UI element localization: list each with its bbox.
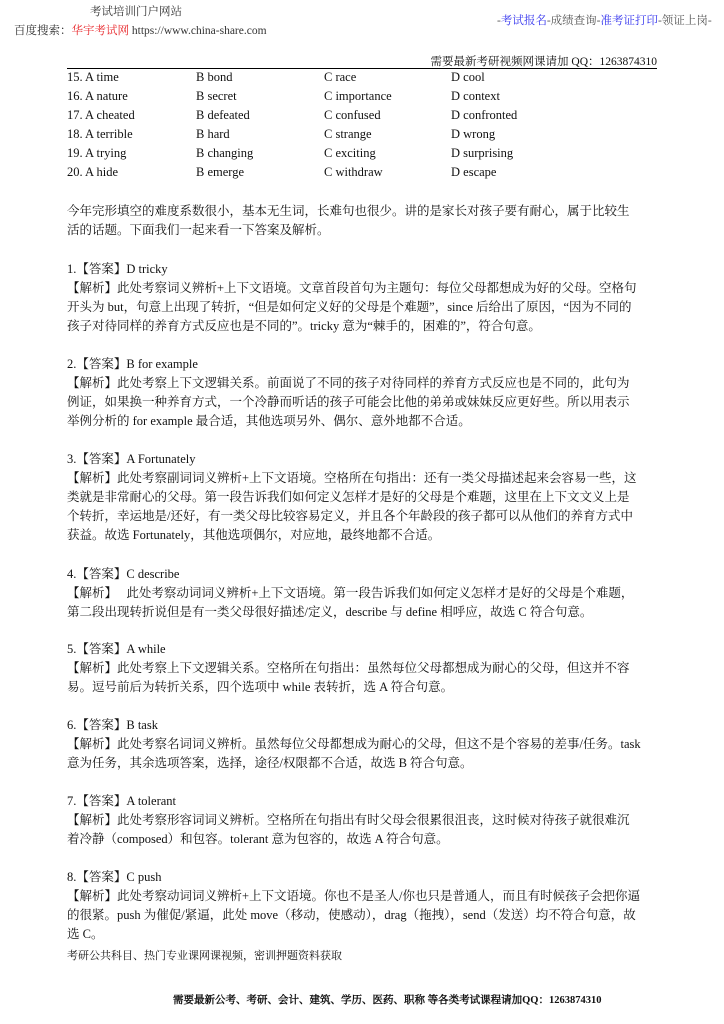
option-cell: C strange <box>324 127 372 141</box>
analysis-line: 个转折，幸运地是/还好，有一类父母比较容易定义，并且各个年龄段的孩子都可以从他们的养育方式中 <box>67 509 633 523</box>
analysis-line: 着冷静（composed）和包容。tolerant 意为包容的，故选 A 符合句意。 <box>67 832 449 846</box>
analysis-line: 【解析】此处考察副词词义辨析+上下文语境。空格所在句指出：还有一类父母描述起来会容易一些，这 <box>67 471 637 485</box>
option-cell: 17. A cheated <box>67 108 135 122</box>
answer-section <box>67 355 667 431</box>
answer-heading: 1.【答案】D tricky <box>67 262 168 276</box>
analysis-line: 【解析】此处考察动词词义辨析+上下文语境。你也不是圣人/你也只是普通人，而且有时候孩子会把你逼 <box>67 889 641 903</box>
option-cell: C race <box>324 70 357 84</box>
header-link[interactable]: 准考证打印 <box>600 15 659 27</box>
answer-heading: 7.【答案】A tolerant <box>67 794 177 808</box>
analysis-line: 易。逗号前后为转折关系，四个选项中 while 表转折，选 A 符合句意。 <box>67 680 454 694</box>
analysis-line: 【解析】此处考察上下文逻辑关系。前面说了不同的孩子对待同样的养育方式反应也是不同的，此句为 <box>67 376 630 390</box>
intro-line: 今年完形填空的难度系数很小，基本无生词，长难句也很少。讲的是家长对孩子要有耐心，属于比较生 <box>67 204 630 218</box>
option-cell: D wrong <box>451 127 496 141</box>
option-cell: C exciting <box>324 146 376 160</box>
answer-section <box>67 260 667 336</box>
qq-note: 需要最新考研视频网课请加 QQ：1263874310 <box>430 56 657 68</box>
option-cell: C importance <box>324 89 392 103</box>
option-cell: B emerge <box>196 165 245 179</box>
option-cell: B bond <box>196 70 233 84</box>
analysis-line: 【解析】此处考察词义辨析+上下文语境。文章首段首句为主题句：每位父母都想成为好的父母。空格句 <box>67 281 637 295</box>
option-cell: B defeated <box>196 108 250 122</box>
option-cell: 15. A time <box>67 70 119 84</box>
site-title: 考试培训门户网站 <box>90 6 182 18</box>
analysis-line: 例证，如果换一种养育方式，一个冷静而听话的孩子可能会比他的弟弟或妹妹反应更好些。所以用表示 <box>67 395 630 409</box>
analysis-line: 【解析】此处考察形容词词义辨析。空格所在句指出有时父母会很累很沮丧，这时候对待孩子就很难沉 <box>67 813 630 827</box>
footer-note: 考研公共科目、热门专业课网课视频，密训押题资料获取 <box>67 950 342 962</box>
search-line <box>14 22 267 38</box>
option-cell: 16. A nature <box>67 89 128 103</box>
option-cell: C confused <box>324 108 381 122</box>
option-cell: B hard <box>196 127 230 141</box>
answer-section <box>67 792 667 849</box>
footer-bottom: 需要最新公考、考研、会计、建筑、学历、医药、职称 等各类考试课程请加QQ：1263874310 <box>173 995 602 1006</box>
answer-section <box>67 716 667 773</box>
brand-link[interactable]: 华宇考试网 <box>71 25 129 37</box>
option-cell: 18. A terrible <box>67 127 133 141</box>
header-link: -领证上岗- <box>658 15 712 27</box>
answer-section <box>67 450 667 545</box>
header-link: - <box>497 15 501 27</box>
analysis-line: 【解析】此处考察名词词义辨析。虽然每位父母都想成为耐心的父母，但这不是个容易的差事/任务。task <box>67 737 641 751</box>
option-cell: B secret <box>196 89 237 103</box>
option-cell: 19. A trying <box>67 146 127 160</box>
answer-section <box>67 868 667 944</box>
option-cell: D escape <box>451 165 497 179</box>
analysis-line: 开头为 but，句意上出现了转折，“但是如何定义好的父母是个难题”，since 后给出了原因，“因为不同的 <box>67 300 632 314</box>
analysis-line: 获益。故选 Fortunately，其他选项偶尔，对应地，最终地都不合适。 <box>67 528 441 542</box>
header-divider <box>67 68 657 69</box>
answer-section <box>67 640 667 697</box>
analysis-line: 选 C。 <box>67 927 104 941</box>
answer-heading: 5.【答案】A while <box>67 642 166 656</box>
analysis-line: 举例分析的 for example 最合适，其他选项另外、偶尔、意外地都不合适。 <box>67 414 471 428</box>
option-cell: D cool <box>451 70 485 84</box>
answer-heading: 2.【答案】B for example <box>67 357 198 371</box>
header-link[interactable]: 考试报名 <box>500 15 547 27</box>
analysis-line: 【解析】 此处考察动词词义辨析+上下文语境。第一段告诉我们如何定义怎样才是好的父母是个难题， <box>67 586 634 600</box>
answer-heading: 8.【答案】C push <box>67 870 162 884</box>
analysis-line: 意为任务，其余选项答案，选择，途径/权限都不合适，故选 B 符合句意。 <box>67 756 473 770</box>
intro-paragraph <box>67 202 667 240</box>
analysis-line: 第二段出现转折说但是有一类父母很好描述/定义，describe 与 define 相呼应，故选 C 符合句意。 <box>67 605 593 619</box>
analysis-line: 孩子对待同样的养育方式反应也是不同的”。tricky 意为“棘手的，困难的”，符合句意。 <box>67 319 541 333</box>
option-cell: C withdraw <box>324 165 383 179</box>
answer-heading: 3.【答案】A Fortunately <box>67 452 196 466</box>
option-cell: 20. A hide <box>67 165 119 179</box>
option-cell: D context <box>451 89 500 103</box>
option-cell: D confronted <box>451 108 518 122</box>
option-cell: B changing <box>196 146 254 160</box>
analysis-line: 【解析】此处考察上下文逻辑关系。空格所在句指出：虽然每位父母都想成为耐心的父母，但这并不容 <box>67 661 630 675</box>
site-url[interactable]: https://www.china-share.com <box>131 25 267 37</box>
header-link: -成绩查询- <box>546 15 601 27</box>
answer-heading: 6.【答案】B task <box>67 718 158 732</box>
intro-line: 活的话题。下面我们一起来看一下答案及解析。 <box>67 223 330 237</box>
header-links <box>497 12 712 28</box>
answer-section <box>67 565 667 622</box>
answer-heading: 4.【答案】C describe <box>67 567 180 581</box>
option-cell: D surprising <box>451 146 514 160</box>
search-label: 百度搜索： <box>14 25 72 37</box>
analysis-line: 类就是非常耐心的父母。第一段告诉我们如何定义怎样才是好的父母是个难题，这里在上下文文义上是 <box>67 490 630 504</box>
analysis-line: 的很紧。push 为催促/紧逼，此处 move（移动，使感动），drag（拖拽），send（发送）均不符合句意，故 <box>67 908 636 922</box>
